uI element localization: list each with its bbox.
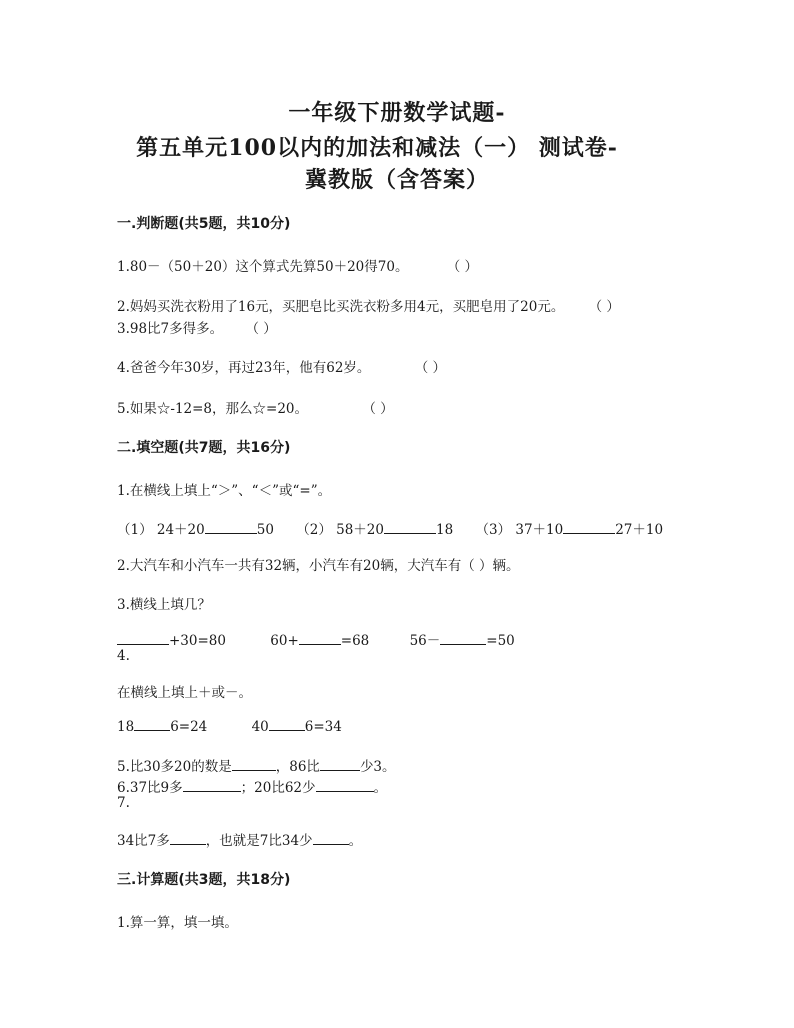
judge-question-5 xyxy=(117,397,394,417)
fill-7-b: ，也就是7比34少 xyxy=(205,833,313,849)
answer-blank[interactable] xyxy=(232,758,276,771)
answer-blank[interactable] xyxy=(440,632,486,645)
fill-4-b-left: 40 xyxy=(251,719,269,735)
page-title-line2: 第五单元100以内的加法和减法（一） 测试卷- xyxy=(136,135,618,161)
answer-blank[interactable] xyxy=(316,779,374,792)
fill-question-1: 1.在横线上填上“＞”、“＜”或“=”。 xyxy=(117,483,332,499)
fill-6-a: 6.37比9多 xyxy=(117,780,183,796)
answer-paren[interactable]: （ ） xyxy=(414,360,447,376)
compare-a-right: 50 xyxy=(256,522,274,538)
section-2-heading: 二.填空题(共7题，共16分) xyxy=(117,440,291,456)
answer-blank[interactable] xyxy=(134,718,170,731)
fill-3-c-left: 56－ xyxy=(409,633,441,649)
answer-blank[interactable] xyxy=(313,832,349,845)
fill-question-5 xyxy=(117,755,396,775)
fill-question-7-number: 7. xyxy=(117,795,130,811)
page-title-line3: 冀教版（含答案） xyxy=(304,167,489,193)
fill-question-4-number: 4. xyxy=(117,648,130,664)
fill-3-b-left: 60+ xyxy=(270,633,299,649)
answer-paren[interactable]: （ ） xyxy=(446,259,479,275)
answer-blank[interactable] xyxy=(183,779,241,792)
page-title-line1: 一年级下册数学试题- xyxy=(288,100,506,126)
section-3-heading: 三.计算题(共3题，共18分) xyxy=(117,872,291,888)
fill-4-a-right: 6=24 xyxy=(170,719,208,735)
fill-question-7 xyxy=(117,829,362,849)
fill-6-b: ；20比62少 xyxy=(240,780,316,796)
fill-question-2: 2.大汽车和小汽车一共有32辆，小汽车有20辆，大汽车有（ ）辆。 xyxy=(117,558,520,574)
fill-6-c: 。 xyxy=(373,780,388,796)
answer-paren[interactable]: （ ） xyxy=(362,401,394,417)
fill-question-3-items xyxy=(117,629,515,649)
fill-3-a: +30=80 xyxy=(169,633,226,649)
fill-5-c: 少3。 xyxy=(359,759,396,775)
answer-paren[interactable]: （ ） xyxy=(588,299,620,315)
fill-question-4-items xyxy=(117,718,342,735)
answer-blank[interactable] xyxy=(320,758,360,771)
fill-3-b-right: =68 xyxy=(340,633,370,649)
fill-4-b-right: 6=34 xyxy=(304,719,342,735)
compare-b-right: 18 xyxy=(435,522,454,538)
judge-question-4-text: 4.爸爸今年30岁，再过23年，他有62岁。 xyxy=(117,360,371,376)
compare-a-left: （1） 24＋20 xyxy=(117,522,205,538)
compare-b-left: （2） 58＋20 xyxy=(296,522,384,538)
judge-question-1 xyxy=(117,255,478,275)
fill-question-3: 3.横线上填几？ xyxy=(117,597,211,613)
answer-blank[interactable] xyxy=(299,632,341,645)
section-1-heading: 一.判断题(共5题，共10分) xyxy=(117,216,291,232)
judge-question-3 xyxy=(117,317,277,337)
answer-blank[interactable] xyxy=(384,521,436,534)
fill-5-b: ，86比 xyxy=(275,759,320,775)
answer-blank[interactable] xyxy=(117,632,169,645)
judge-question-5-text: 5.如果☆-12=8，那么☆=20。 xyxy=(117,401,309,417)
judge-question-3-text: 3.98比7多得多。 xyxy=(117,321,224,337)
compare-c-left: （3） 37＋10 xyxy=(475,522,564,538)
fill-question-6 xyxy=(117,776,387,796)
fill-3-c-right: =50 xyxy=(486,633,515,649)
compare-c-right: 27＋10 xyxy=(615,522,664,538)
judge-question-2 xyxy=(117,295,620,315)
answer-blank[interactable] xyxy=(170,832,206,845)
answer-paren[interactable]: （ ） xyxy=(245,321,277,337)
answer-blank[interactable] xyxy=(563,521,615,534)
fill-4-a-left: 18 xyxy=(117,719,135,735)
fill-question-1-items xyxy=(117,518,663,538)
judge-question-4 xyxy=(117,356,446,376)
fill-question-4: 在横线上填上＋或－。 xyxy=(117,685,252,701)
fill-5-a: 5.比30多20的数是 xyxy=(117,759,232,775)
judge-question-1-text: 1.80－（50＋20）这个算式先算50＋20得70。 xyxy=(117,259,409,275)
fill-7-c: 。 xyxy=(348,833,363,849)
fill-7-a: 34比7多 xyxy=(117,833,170,849)
answer-blank[interactable] xyxy=(205,521,257,534)
answer-blank[interactable] xyxy=(269,718,305,731)
calc-question-1: 1.算一算，填一填。 xyxy=(117,915,238,931)
judge-question-2-text: 2.妈妈买洗衣粉用了16元，买肥皂比买洗衣粉多用4元，买肥皂用了20元。 xyxy=(117,299,565,315)
